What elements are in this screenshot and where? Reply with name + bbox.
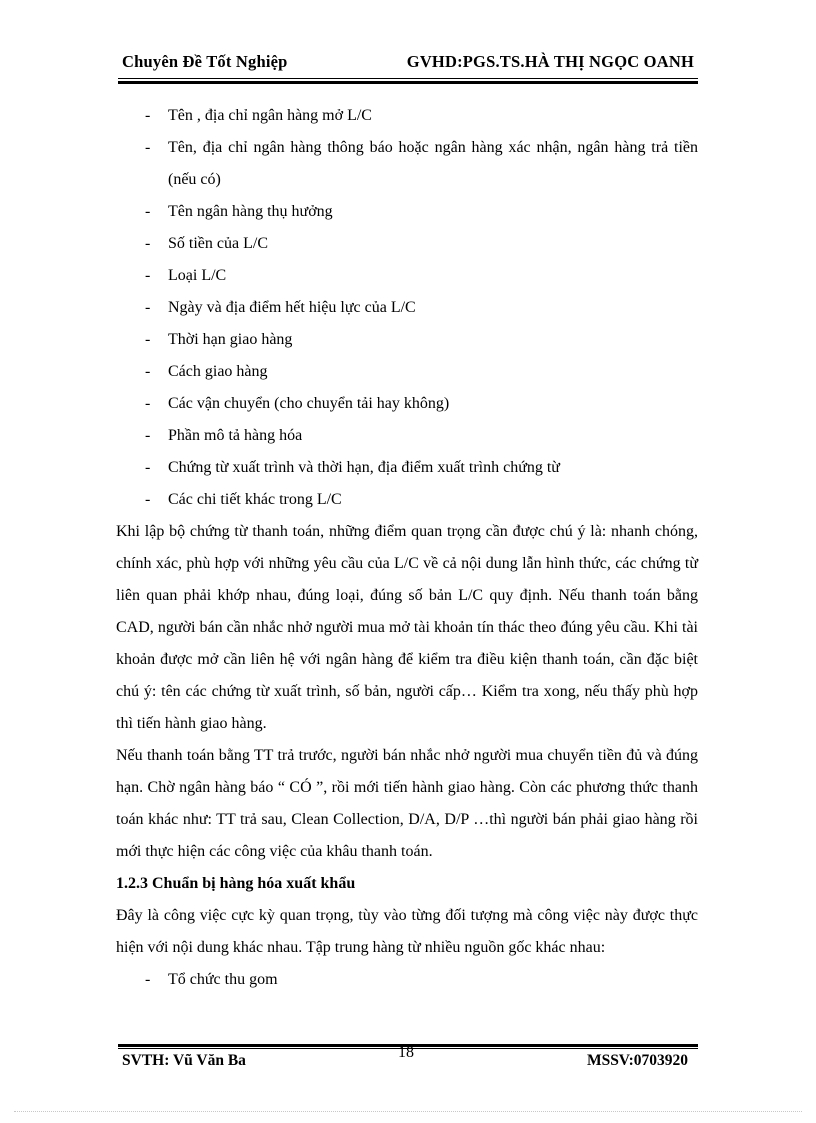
paragraph-documents: Khi lập bộ chứng từ thanh toán, những điểm quan trọng cần được chú ý là: nhanh chóng, chính xác, phù hợp với những yêu cầu của L/C về cả nội dung lẫn hình thức, các chứng từ liên quan phải khớp nhau, đúng loại, đúng số bản L/C quy định. Nếu thanh toán bằng CAD, người bán cần nhắc nhở người mua mở tài khoản tín thác theo đúng yêu cầu. Khi tài khoản được mở cần liên hệ với ngân hàng để kiểm tra điều kiện thanh toán, cần đặc biệt chú ý: tên các chứng từ xuất trình, số bản, người cấp… Kiểm tra xong, nếu thấy phù hợp thì tiến hành giao hàng. xyxy=(116,523,698,732)
page-footer xyxy=(118,1044,698,1076)
bullet-dash: - xyxy=(145,139,151,156)
bullet-dash: - xyxy=(145,203,151,220)
bullet-dash: - xyxy=(145,299,151,316)
page-number: 18 xyxy=(398,1044,414,1061)
page-header xyxy=(118,50,698,78)
list-item: - Cách giao hàng xyxy=(116,356,698,388)
header-rule-thick xyxy=(118,81,698,84)
list-item: - Các chi tiết khác trong L/C xyxy=(116,484,698,516)
footer-student-id: MSSV:0703920 xyxy=(586,1052,688,1069)
section-heading: 1.2.3 Chuẩn bị hàng hóa xuất khẩu xyxy=(116,875,356,892)
bullet-dash: - xyxy=(145,971,151,988)
page-body xyxy=(116,100,698,996)
list-item: - Ngày và địa điểm hết hiệu lực của L/C xyxy=(116,292,698,324)
footer-student: SVTH: Vũ Văn Ba xyxy=(122,1052,246,1069)
list-item: - Các vận chuyển (cho chuyển tải hay không) xyxy=(116,388,698,420)
header-title: Chuyên Đề Tốt Nghiệp xyxy=(122,52,288,71)
collection-list xyxy=(116,964,698,996)
list-item: - Tên , địa chỉ ngân hàng mở L/C xyxy=(116,100,698,132)
header-advisor: GVHD:PGS.TS.HÀ THỊ NGỌC OANH xyxy=(406,52,694,71)
paragraph-section-intro: Đây là công việc cực kỳ quan trọng, tùy vào từng đối tượng mà công việc này được thực hiện với nội dung khác nhau. Tập trung hàng từ nhiều nguồn gốc khác nhau: xyxy=(116,907,698,956)
bullet-dash: - xyxy=(145,267,151,284)
list-item: - Tên ngân hàng thụ hưởng xyxy=(116,196,698,228)
list-item: - Phần mô tả hàng hóa xyxy=(116,420,698,452)
list-item: - Số tiền của L/C xyxy=(116,228,698,260)
bullet-dash: - xyxy=(145,235,151,252)
bullet-dash: - xyxy=(145,331,151,348)
list-item: - Loại L/C xyxy=(116,260,698,292)
list-item: - Thời hạn giao hàng xyxy=(116,324,698,356)
bullet-dash: - xyxy=(145,363,151,380)
bullet-dash: - xyxy=(145,427,151,444)
page-edge-divider xyxy=(14,1111,802,1112)
list-item: - Tổ chức thu gom xyxy=(116,964,698,996)
bullet-dash: - xyxy=(145,107,151,124)
header-rule-thin xyxy=(118,78,698,79)
lc-contents-list xyxy=(116,100,698,516)
bullet-dash: - xyxy=(145,395,151,412)
bullet-dash: - xyxy=(145,491,151,508)
paragraph-payment: Nếu thanh toán bằng TT trả trước, người bán nhắc nhở người mua chuyển tiền đủ và đúng hạn. Chờ ngân hàng báo “ CÓ ”, rồi mới tiến hành giao hàng. Còn các phương thức thanh toán khác như: TT trả sau, Clean Collection, D/A, D/P …thì người bán phải giao hàng rồi mới thực hiện các công việc của khâu thanh toán. xyxy=(116,747,698,860)
list-item: - Tên, địa chỉ ngân hàng thông báo hoặc ngân hàng xác nhận, ngân hàng trả tiền (nếu có) xyxy=(116,132,698,196)
list-item: - Chứng từ xuất trình và thời hạn, địa điểm xuất trình chứng từ xyxy=(116,452,698,484)
bullet-dash: - xyxy=(145,459,151,476)
